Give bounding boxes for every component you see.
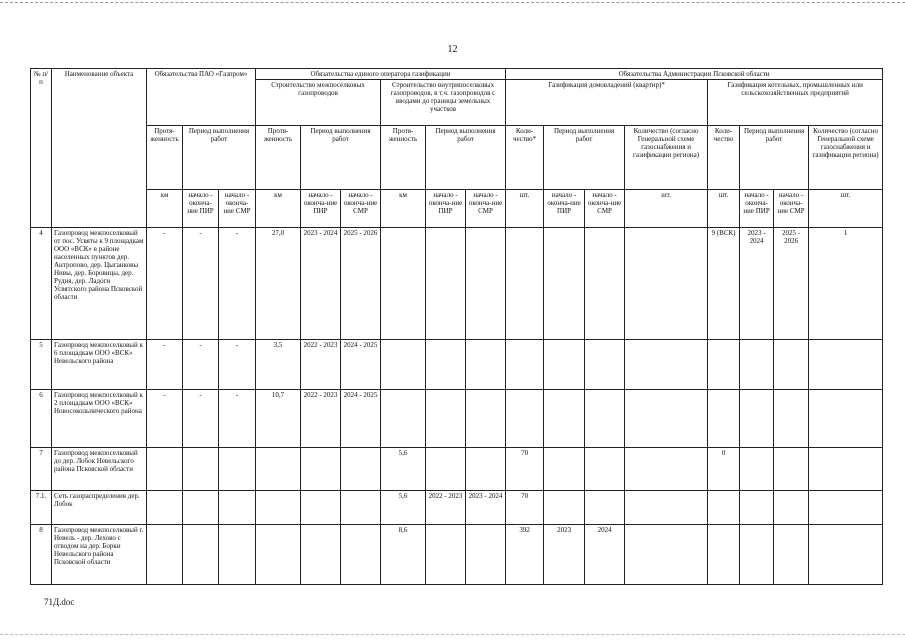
table-cell: 0 xyxy=(708,448,740,491)
table-cell xyxy=(426,448,466,491)
unit-smr: начало - оконча-ние СМР xyxy=(341,190,381,228)
table-cell: 2022 - 2023 xyxy=(301,340,341,390)
table-cell xyxy=(381,340,426,390)
header-gazprom: Обязательства ПАО «Газпром» xyxy=(147,69,256,126)
table-cell xyxy=(301,448,341,491)
table-cell xyxy=(341,448,381,491)
table-cell xyxy=(147,448,183,491)
unit-smr: начало - оконча-ние СМР xyxy=(466,190,506,228)
table-cell: - xyxy=(183,340,219,390)
table-cell xyxy=(809,491,883,525)
unit-pir: начало - оконча-ние ПИР xyxy=(183,190,219,228)
table-cell xyxy=(183,525,219,585)
table-cell xyxy=(774,390,809,448)
object-name-cell: Газопровод межпоселковый до дер. Лобок Невельского района Псковской области xyxy=(52,448,147,491)
page-number: 12 xyxy=(447,44,458,55)
table-cell: 8,6 xyxy=(381,525,426,585)
table-cell xyxy=(544,390,585,448)
unit-smr: начало - оконча-ние СМР xyxy=(219,190,256,228)
table-cell xyxy=(219,448,256,491)
table-cell xyxy=(585,448,625,491)
row-number: 8 xyxy=(31,525,52,585)
file-name-footer: 71Д.doc xyxy=(44,597,75,607)
table-cell xyxy=(466,228,506,340)
table-cell xyxy=(625,390,708,448)
table-cell xyxy=(219,491,256,525)
header-num: № п/п xyxy=(31,69,52,228)
table-row xyxy=(31,228,883,340)
unit-pcs: шт. xyxy=(506,190,544,228)
table-row xyxy=(31,525,883,585)
table-cell: 27,0 xyxy=(256,228,301,340)
table-cell xyxy=(466,448,506,491)
table-cell xyxy=(544,228,585,340)
table-cell xyxy=(256,448,301,491)
header-op-intrasettlement: Строительство внутрипоселковых газопроводов, в т.ч. газопроводов с вводами до границы земельных участков xyxy=(381,80,506,126)
table-cell xyxy=(708,491,740,525)
header-length: Протя-женность xyxy=(147,126,183,190)
table-cell xyxy=(341,491,381,525)
table-row xyxy=(31,340,883,390)
table-cell: 2022 - 2023 xyxy=(426,491,466,525)
table-cell xyxy=(585,340,625,390)
table-cell xyxy=(506,390,544,448)
table-cell: 2024 xyxy=(585,525,625,585)
table-cell: 2023 - 2024 xyxy=(740,228,774,340)
table-cell xyxy=(341,525,381,585)
header-period: Период выполнения работ xyxy=(183,126,256,190)
table-cell xyxy=(183,448,219,491)
table-cell xyxy=(506,228,544,340)
table-cell: - xyxy=(183,390,219,448)
table-cell xyxy=(544,491,585,525)
unit-km: км xyxy=(381,190,426,228)
table-cell: 1 xyxy=(809,228,883,340)
table-cell xyxy=(625,491,708,525)
table-cell xyxy=(183,491,219,525)
header-operator: Обязательства единого оператора газификации xyxy=(256,69,506,80)
object-name-cell: Газопровод межпоселковый г. Невель - дер. Лехово с отводом на дер. Борки Невельского района Псковской области xyxy=(52,525,147,585)
table-cell: 70 xyxy=(506,448,544,491)
table-cell xyxy=(426,390,466,448)
row-number: 7 xyxy=(31,448,52,491)
table-cell: - xyxy=(147,340,183,390)
table-cell xyxy=(147,491,183,525)
unit-smr: начало - оконча-ние СМР xyxy=(774,190,809,228)
header-count-general: Количество (согласно Генеральной схеме газоснабжения и газификации региона) xyxy=(625,126,708,190)
table-cell xyxy=(740,448,774,491)
table-cell: 392 xyxy=(506,525,544,585)
table-cell: 5,6 xyxy=(381,491,426,525)
table-cell xyxy=(708,525,740,585)
unit-pcs: шт. xyxy=(625,190,708,228)
table-cell: - xyxy=(147,228,183,340)
table-cell: - xyxy=(219,390,256,448)
table-cell xyxy=(625,228,708,340)
header-period: Период выполнения работ xyxy=(301,126,381,190)
table-cell xyxy=(466,340,506,390)
header-period: Период выполнения работ xyxy=(740,126,809,190)
table-cell xyxy=(147,525,183,585)
table-cell xyxy=(809,390,883,448)
table-cell xyxy=(740,340,774,390)
header-length: Протя-женность xyxy=(381,126,426,190)
table-cell: - xyxy=(219,228,256,340)
header-adm-households: Газификация домовладений (квартир)* xyxy=(506,80,708,126)
table-cell: 2024 - 2025 xyxy=(341,390,381,448)
table-cell: - xyxy=(219,340,256,390)
row-number: 5 xyxy=(31,340,52,390)
unit-pir: начало - оконча-ние ПИР xyxy=(740,190,774,228)
unit-km: км xyxy=(147,190,183,228)
unit-km: км xyxy=(256,190,301,228)
table-cell xyxy=(426,525,466,585)
table-cell xyxy=(625,340,708,390)
table-cell xyxy=(585,390,625,448)
header-period: Период выполнения работ xyxy=(426,126,506,190)
table-cell: 2024 - 2025 xyxy=(341,340,381,390)
unit-pir: начало - оконча-ние ПИР xyxy=(544,190,585,228)
table-cell xyxy=(774,340,809,390)
header-length: Протя-женность xyxy=(256,126,301,190)
unit-pcs: шт. xyxy=(708,190,740,228)
table-cell xyxy=(544,340,585,390)
table-cell xyxy=(774,491,809,525)
table-cell: 10,7 xyxy=(256,390,301,448)
table-cell xyxy=(381,390,426,448)
row-number: 7.1. xyxy=(31,491,52,525)
table-row xyxy=(31,448,883,491)
table-cell xyxy=(809,340,883,390)
table-cell: 5,6 xyxy=(381,448,426,491)
table-row xyxy=(31,390,883,448)
table-cell xyxy=(585,228,625,340)
table-cell xyxy=(506,340,544,390)
table-cell: 2022 - 2023 xyxy=(301,390,341,448)
table-cell xyxy=(774,525,809,585)
table-cell xyxy=(585,491,625,525)
table-cell xyxy=(301,525,341,585)
header-count: Коли-чество* xyxy=(506,126,544,190)
table-cell xyxy=(219,525,256,585)
scan-edge-top xyxy=(0,2,905,3)
object-name-cell: Газопровод межпоселковый от пос. Усвяты к 9 площадкам ООО «ВСК» в районе населенных пунктов дер. Антропово, дер. Цыганковы Нивы, дер. Боровицы, дер. Рудня, дер. Ладоги Усвятского района Псковской области xyxy=(52,228,147,340)
unit-smr: начало - оконча-ние СМР xyxy=(585,190,625,228)
table-cell xyxy=(426,340,466,390)
gasification-table xyxy=(30,68,883,585)
header-period: Период выполнения работ xyxy=(544,126,625,190)
table-cell: 2023 - 2024 xyxy=(301,228,341,340)
table-cell: - xyxy=(183,228,219,340)
table-cell xyxy=(708,340,740,390)
table-cell xyxy=(544,448,585,491)
table-cell xyxy=(809,525,883,585)
unit-pir: начало - оконча-ние ПИР xyxy=(426,190,466,228)
header-count: Коли-чество xyxy=(708,126,740,190)
table-cell xyxy=(625,448,708,491)
table-cell: 2023 xyxy=(544,525,585,585)
table-cell xyxy=(301,491,341,525)
row-number: 4 xyxy=(31,228,52,340)
table-cell xyxy=(466,525,506,585)
table-cell: - xyxy=(147,390,183,448)
header-adm-boilers: Газификация котельных, промышленных или сельскохозяйственных предприятий xyxy=(708,80,883,126)
header-op-intersettlement: Строительство межпоселковых газопроводов xyxy=(256,80,381,126)
table-cell xyxy=(809,448,883,491)
unit-pir: начало - оконча-ние ПИР xyxy=(301,190,341,228)
table-cell: 3,5 xyxy=(256,340,301,390)
table-cell xyxy=(426,228,466,340)
row-number: 6 xyxy=(31,390,52,448)
table-cell xyxy=(774,448,809,491)
table-cell: 70 xyxy=(506,491,544,525)
table-cell xyxy=(256,525,301,585)
table-cell xyxy=(381,228,426,340)
object-name-cell: Газопровод межпоселковый к 6 площадкам ООО «ВСК» Невельского района xyxy=(52,340,147,390)
unit-pcs: шт. xyxy=(809,190,883,228)
table-cell: 2025 - 2026 xyxy=(774,228,809,340)
scan-edge-bottom xyxy=(0,634,905,635)
table-cell xyxy=(256,491,301,525)
object-name-cell: Сеть газораспределения дер. Лобок xyxy=(52,491,147,525)
table-cell xyxy=(740,390,774,448)
table-cell xyxy=(708,390,740,448)
table-cell: 2025 - 2026 xyxy=(341,228,381,340)
header-object-name: Наименование объекта xyxy=(52,69,147,228)
table-row xyxy=(31,491,883,525)
table-body xyxy=(31,228,883,585)
table-cell: 9 (ВСК) xyxy=(708,228,740,340)
table-cell xyxy=(740,525,774,585)
object-name-cell: Газопровод межпоселковый к 2 площадкам ООО «ВСК» Новосокольнического района xyxy=(52,390,147,448)
header-count-general: Количество (согласно Генеральной схеме газоснабжения и газификации региона) xyxy=(809,126,883,190)
table-cell: 2023 - 2024 xyxy=(466,491,506,525)
table-cell xyxy=(740,491,774,525)
table-cell xyxy=(625,525,708,585)
header-admin: Обязательства Администрации Псковской области xyxy=(506,69,883,80)
table-cell xyxy=(466,390,506,448)
